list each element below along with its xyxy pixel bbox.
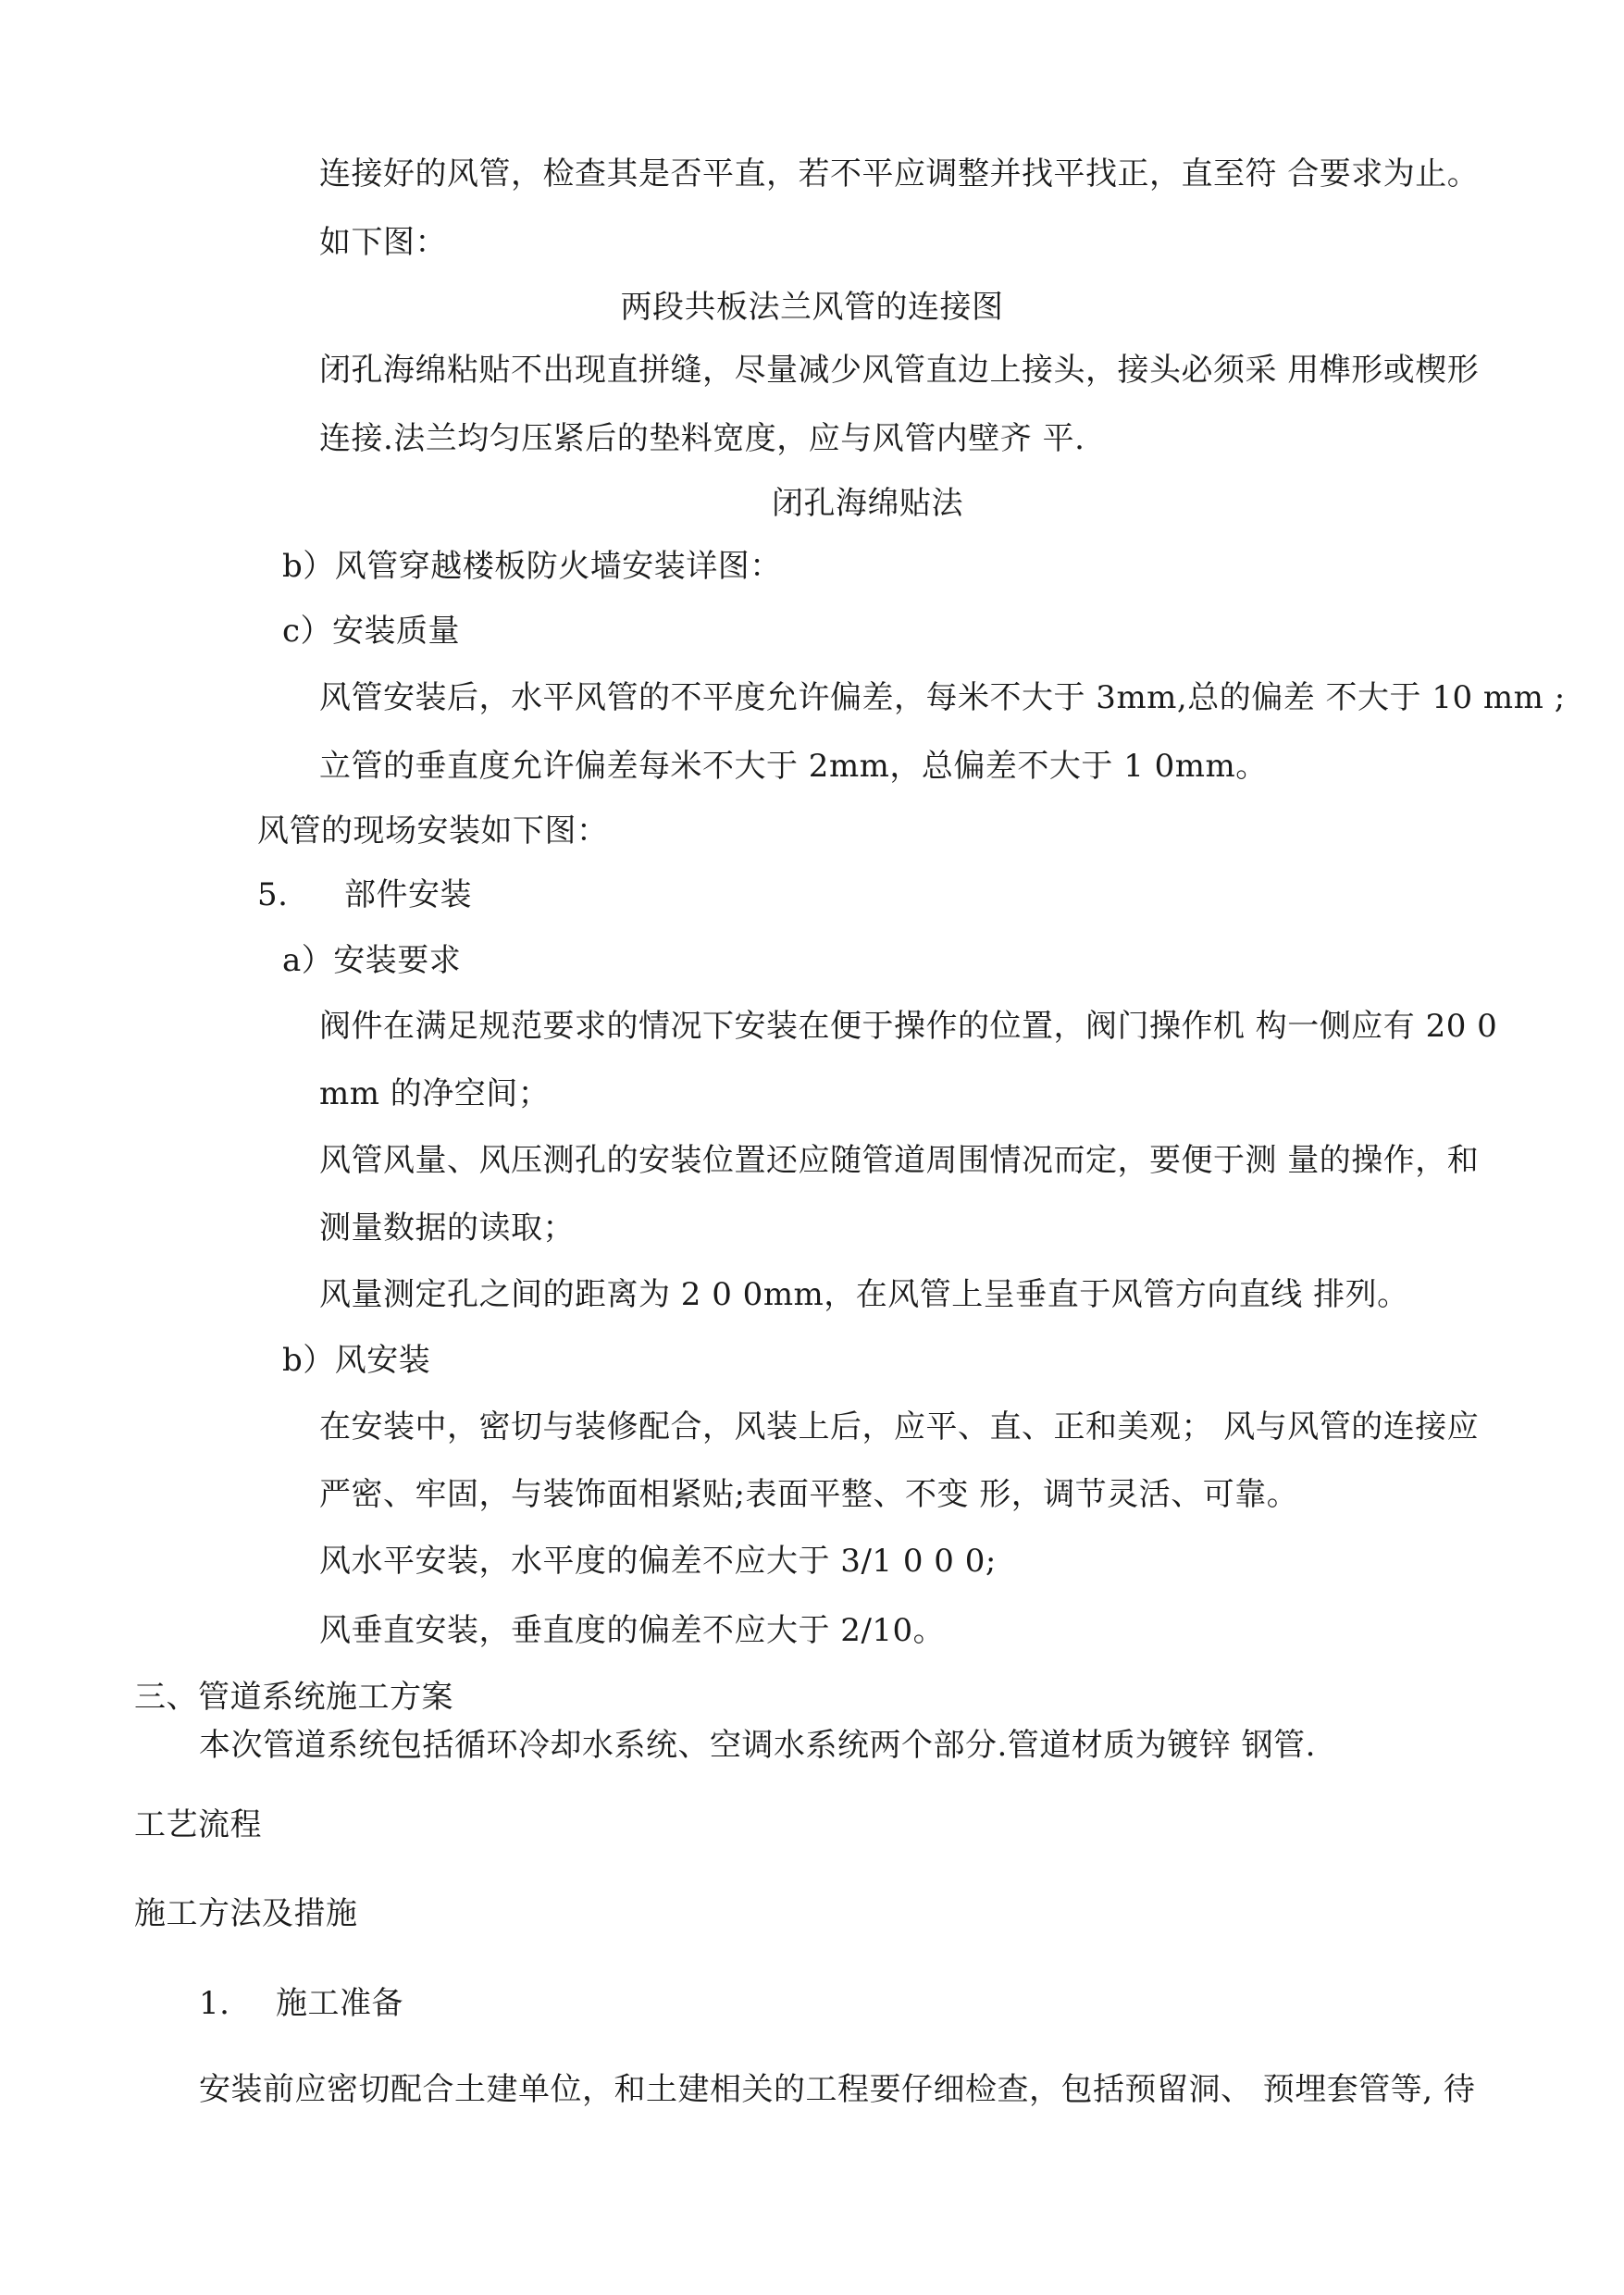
section-heading: 施工方法及措施 xyxy=(134,1895,358,1932)
section-heading: 施工准备 xyxy=(276,1985,403,2022)
paragraph-line: 连接好的风管，检查其是否平直，若不平应调整并找平找正，直至符 合要求为止。 xyxy=(319,155,1480,192)
paragraph-line: 连接.法兰均匀压紧后的垫料宽度，应与风管内壁齐 平. xyxy=(319,420,1085,457)
paragraph-line: 风水平安装，水平度的偏差不应大于 3/1 0 0 0; xyxy=(319,1543,997,1580)
paragraph-line: 风管的现场安装如下图： xyxy=(257,813,609,850)
paragraph-line: 在安装中，密切与装修配合，风装上后，应平、直、正和美观； 风与风管的连接应 xyxy=(319,1408,1480,1445)
paragraph-line: 风量测定孔之间的距离为 2 0 0mm，在风管上呈垂直于风管方向直线 排列。 xyxy=(319,1276,1409,1313)
section-heading: 工艺流程 xyxy=(134,1806,262,1843)
subsection-heading: a）安装要求 xyxy=(282,942,462,979)
figure-caption: 闭孔海绵贴法 xyxy=(772,485,963,522)
list-number: 5. xyxy=(257,876,289,913)
paragraph-line: 测量数据的读取； xyxy=(319,1210,575,1247)
subsection-heading: c）安装质量 xyxy=(282,613,461,650)
paragraph-line: 如下图： xyxy=(319,224,447,261)
paragraph-line: 安装前应密切配合土建单位，和土建相关的工程要仔细检查，包括预留洞、 预埋套管等, 待 xyxy=(199,2071,1476,2108)
section-heading: 部件安装 xyxy=(344,876,472,913)
paragraph-line: 严密、牢固，与装饰面相紧贴;表面平整、不变 形，调节灵活、可靠。 xyxy=(319,1476,1299,1513)
list-number: 1. xyxy=(199,1985,230,2022)
figure-caption: 两段共板法兰风管的连接图 xyxy=(620,289,1004,326)
paragraph-line: 阀件在满足规范要求的情况下安装在便于操作的位置，阀门操作机 构一侧应有 20 0 xyxy=(319,1008,1498,1045)
chapter-heading: 三、管道系统施工方案 xyxy=(134,1679,453,1716)
paragraph-line: 风管安装后，水平风管的不平度允许偏差，每米不大于 3mm,总的偏差 不大于 10 mm ; xyxy=(319,679,1566,716)
paragraph-line: 本次管道系统包括循环冷却水系统、空调水系统两个部分.管道材质为镀锌 钢管. xyxy=(199,1727,1316,1764)
paragraph-line: mm 的净空间； xyxy=(319,1075,551,1112)
paragraph-line: 风垂直安装，垂直度的偏差不应大于 2/10。 xyxy=(319,1612,946,1649)
subsection-heading: b）风安装 xyxy=(282,1342,431,1379)
paragraph-line: 立管的垂直度允许偏差每米不大于 2mm，总偏差不大于 1 0mm。 xyxy=(319,748,1268,785)
paragraph-line: 闭孔海绵粘贴不出现直拼缝，尽量减少风管直边上接头，接头必须采 用榫形或楔形 xyxy=(319,352,1480,389)
subsection-heading: b）风管穿越楼板防火墙安装详图： xyxy=(282,548,782,585)
paragraph-line: 风管风量、风压测孔的安装位置还应随管道周围情况而定，要便于测 量的操作，和 xyxy=(319,1142,1480,1179)
